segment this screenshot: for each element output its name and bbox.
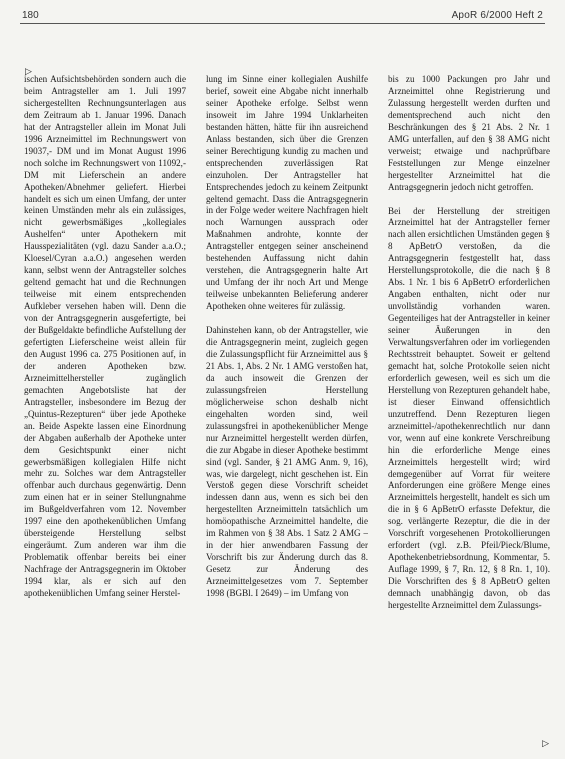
page-header (0, 0, 565, 24)
paragraph: ischen Aufsichtsbehörden sondern auch die beim Antragsteller am 1. Juli 1997 sichergestellten Rechnungsunterlagen aus dem Zeitraum ab 1. Januar 1996. Danach hat der Antragsteller allein im Monat Juli 1996 Arzneimittel im Rechnungswert von 19037,- DM und im Monat August 1996 noch solche im Rechnungswert von 11092,- DM mit Lieferschein an andere Apotheken/Abnehmer geliefert. Hierbei handelt es sich um einen Umfang, der unter keinen Umständen mehr als ein zulässiges, nicht gewerbsmäßiges „kollegiales Aushelfen“ unter Apothekern mit Hausspezialitäten (vgl. dazu Sander a.a.O.; Kloesel/Cyran a.a.O.) angesehen werden kann, selbst wenn der Antragsteller solches geltend gemacht hat und die Rechnungen teilweise mit einem entsprechenden Aufkleber versehen haben will. Denn die von der Antragsgegnerin ausgefertigte, bei der Bußgeldakte befindliche Aufstellung der gefertigten Lieferscheine weist allein für den August 1996 ca. 275 Positionen auf, in der anderen Apotheken bzw. Arzneimittelhersteller zugänglich gemachten Angebotsliste hat der Antragsteller, insbesondere im Bezug der „Quintus-Rezepturen“ über jede Apotheke an. Beide Aspekte lassen eine Einordnung der Abgaben außerhalb der Apotheke unter dem Gesichtspunkt einer nicht gewerbsmäßigen kollegialen Hilfe nicht mehr zu. Solches war dem Antragsteller offenbar auch durchaus gegenwärtig. Denn zum einen hat er in seiner Stellungnahme im Bußgeldverfahren vom 12. November 1997 eine den apothekenüblichen Umfang übersteigende Herstellung selbst eingeräumt. Zum anderen war ihm die Problematik offenbar bereits bei einer Nachfrage der Antragsgegnerin im Oktober 1994 klar, als er sich auf den apothekenüblichen Umfang seiner Herstel- (24, 74, 186, 598)
text-column-3 (388, 74, 550, 754)
paragraph: lung im Sinne einer kollegialen Aushilfe berief, soweit eine Abgabe nicht innerhalb seiner Apotheke erfolge. Selbst wenn insoweit im Jahre 1994 Unklarheiten bestanden hätten, hätte für ihn ausreichend Anlass bestanden, sich über die Grenzen seiner Berechtigung kundig zu machen und entsprechenden zuverlässigen Rat einzuholen. Der Antragsteller hat Entsprechendes jedoch zu keinem Zeitpunkt geltend gemacht. Dass die Antragsgegnerin in der Folge weder weitere Nachfragen hielt noch Warnungen aussprach oder Maßnahmen androhte, konnte der Antragsteller entgegen seiner anscheinend bestehenden Auffassung nicht dahin verstehen, die Antragsgegnerin halte Art und Umfang der ihr noch Art und Menge teilweise unbekannten Belieferung anderer Apotheken ohne weiteres für zulässig. (206, 74, 368, 312)
page-number: 180 (22, 10, 39, 21)
text-column-1 (24, 74, 186, 754)
text-column-2 (206, 74, 368, 754)
paragraph: Dahinstehen kann, ob der Antragsteller, wie die Antragsgegnerin meint, zugleich gegen die Zulassungspflicht für Arzneimittel aus § 21 Abs. 1, Abs. 2 Nr. 1 AMG verstoßen hat, da auch insoweit die Grenzen der zulassungsfreien Herstellung möglicherweise schon deshalb nicht eingehalten worden sind, weil zulassungsfrei in apothekenüblicher Menge nur Arzneimittel hergestellt werden dürfen, die zur Abgabe in dieser Apotheke bestimmt sind (vgl. Sander, § 21 AMG Anm. 9, 16), was, wie dargelegt, nicht geschehen ist. Ein Verstoß gegen diese Vorschrift scheidet indessen dann aus, wenn es sich bei den hergestellten Arzneimitteln tatsächlich um homöopathische Arzneimittel handelte, die im Rahmen von § 38 Abs. 1 Satz 2 AMG – in der hier anwendbaren Fassung der Vorschrift bis zur Änderung durch das 8. Gesetz zur Änderung des Arzneimittelgesetzes vom 7. September 1998 (BGBl. I 2649) – im Umfang von (206, 325, 368, 599)
paragraph: Bei der Herstellung der streitigen Arzneimittel hat der Antragsteller ferner nach allen ersichtlichen Umständen gegen § 8 ApBetrO verstoßen, da die Antragsgegnerin festgestellt hat, dass Herstellungsprotokolle, die die nach § 8 Abs. 1 Nr. 1 bis 6 ApBetrO erforderlichen Angaben enthalten, nicht oder nur unvollständig vorhanden waren. Gegenteiliges hat der Antragsteller in keiner seiner Äußerungen in den Verwaltungsverfahren oder im vorliegenden Rechtsstreit behauptet. Soweit er geltend gemacht hat, solche Protokolle seien nicht erforderlich gewesen, weil es sich um die Herstellung von Rezepturen gehandelt habe, ist dieser Einwand offensichtlich unzutreffend. Denn Rezepturen liegen arzneimittel-/apothekenrechtlich nur dann vor, wenn auf eine konkrete Verschreibung hin die erforderliche Menge eines Arzneimittels hergestellt wird; wird demgegenüber auf Vorrat für weitere Anforderungen eine größere Menge eines Arzneimittels hergestellt, handelt es sich um die in § 6 ApBetrO erfasste Defektur, die sog. verlängerte Rezeptur, die die in der Vorschrift vorgesehenen Protokollierungen erfordert (vgl. z.B. Pfeil/Pieck/Blume, Apothekenbetriebsordnung, Kommentar, 5. Auflage 1999, § 7, Rn. 12, § 8 Rn. 1, 10). Die Vorschriften des § 8 ApBetrO gelten demnach unabhängig davon, ob das hergestellte Arzneimittel dem Zulassungs- (388, 205, 550, 610)
continued-from-marker: ▷ (25, 66, 32, 76)
paragraph: bis zu 1000 Packungen pro Jahr und Arzneimittel ohne Registrierung und Zulassung hergestellt werden durften und dementsprechend auch nicht den Beschränkungen des § 21 Abs. 2 Nr. 1 AMG unterfallen, auf den § 38 AMG nicht verweist; etwaige und nachprüfbare Feststellungen zur Menge einzelner hergestellter Arzneimittel hat die Antragsgegnerin jedoch nicht getroffen. (388, 74, 550, 192)
running-head: ApoR 6/2000 Heft 2 (451, 10, 543, 21)
text-columns (24, 74, 550, 754)
continued-to-marker: ▷ (542, 738, 549, 748)
header-rule (20, 23, 545, 24)
